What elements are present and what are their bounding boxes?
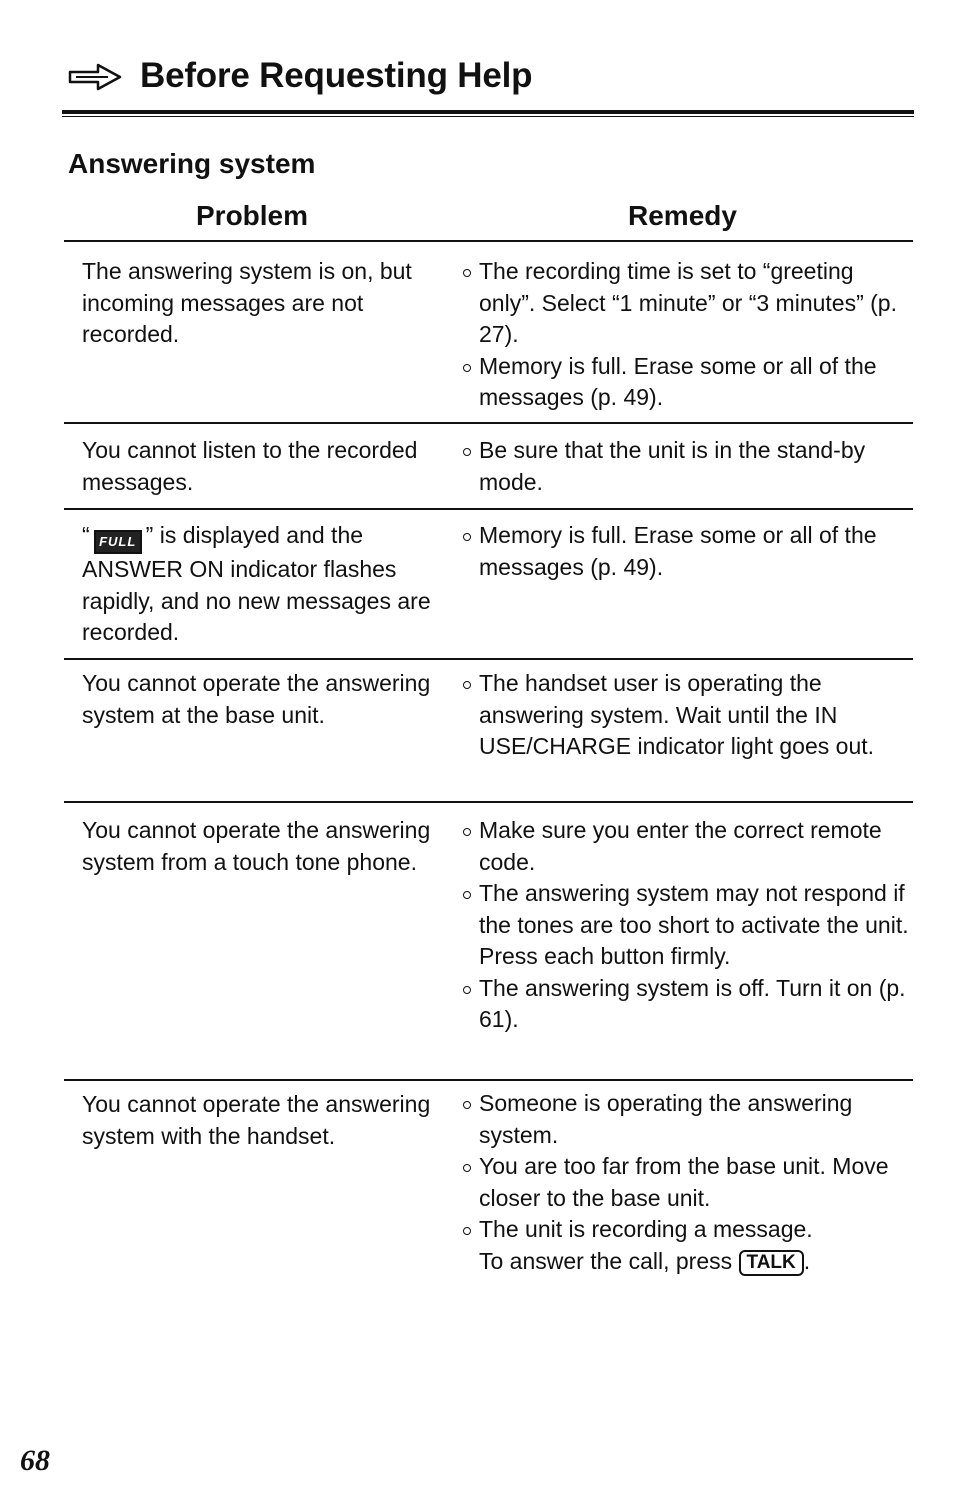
problem-text: You cannot operate the answering system at the base unit. bbox=[82, 670, 431, 728]
bullet-icon bbox=[463, 1101, 471, 1109]
remedy-item bbox=[462, 256, 912, 351]
talk-key: TALK bbox=[739, 1250, 804, 1276]
remedy-item bbox=[462, 1088, 912, 1151]
problem-text: You cannot operate the answering system from a touch tone phone. bbox=[82, 817, 431, 875]
pointing-arrow-icon bbox=[68, 62, 124, 92]
problem-text bbox=[82, 520, 432, 649]
remedy-item bbox=[462, 1214, 912, 1277]
page-number: 68 bbox=[20, 1444, 50, 1477]
remedy-text: Memory is full. Erase some or all of the messages (p. 49). bbox=[479, 352, 877, 410]
remedy-text: The recording time is set to “greeting only”. Select “1 minute” or “3 minutes” (p. 27). bbox=[479, 258, 897, 347]
row-divider bbox=[64, 1079, 913, 1081]
remedy-text: The unit is recording a message. bbox=[479, 1216, 813, 1242]
remedy-list bbox=[462, 520, 912, 583]
header-rule bbox=[62, 110, 914, 114]
problem-text: You cannot listen to the recorded messages. bbox=[82, 437, 418, 495]
bullet-icon bbox=[463, 269, 471, 277]
page-header bbox=[62, 52, 914, 118]
row-divider bbox=[64, 422, 913, 424]
remedy-list bbox=[462, 435, 912, 498]
bullet-icon bbox=[463, 891, 471, 899]
bullet-icon bbox=[463, 1227, 471, 1235]
problem-column-header: Problem bbox=[196, 200, 309, 231]
remedy-list bbox=[462, 1088, 912, 1277]
remedy-text: Make sure you enter the correct remote code. bbox=[479, 817, 882, 875]
remedy-item bbox=[462, 1151, 912, 1214]
page-title: Before Requesting Help bbox=[140, 56, 533, 95]
remedy-text: The answering system is off. Turn it on (p. 61). bbox=[479, 974, 906, 1032]
remedy-text: Someone is operating the answering system. bbox=[479, 1090, 853, 1148]
remedy-text: Memory is full. Erase some or all of the messages (p. 49). bbox=[479, 522, 877, 580]
remedy-text: Be sure that the unit is in the stand-by mode. bbox=[479, 437, 866, 495]
row-divider bbox=[64, 508, 913, 510]
section-title: Answering system bbox=[68, 148, 316, 179]
remedy-column-header: Remedy bbox=[628, 200, 737, 231]
remedy-text: The answering system may not respond if the tones are too short to activate the unit. Press each button firmly. bbox=[479, 880, 909, 969]
problem-text-body: ” is displayed and the ANSWER ON indicator flashes rapidly, and no new messages are recorded. bbox=[82, 522, 431, 645]
remedy-item bbox=[462, 878, 912, 973]
remedy-text-suffix: . bbox=[803, 1247, 811, 1274]
remedy-item bbox=[462, 520, 912, 583]
remedy-list bbox=[462, 815, 912, 1036]
bullet-icon bbox=[463, 986, 471, 994]
remedy-list bbox=[462, 256, 912, 414]
remedy-text: To answer the call, press bbox=[479, 1247, 733, 1274]
bullet-icon bbox=[463, 828, 471, 836]
remedy-item bbox=[462, 668, 912, 763]
bullet-icon bbox=[463, 448, 471, 456]
remedy-text: The handset user is operating the answering system. Wait until the IN USE/CHARGE indicator light goes out. bbox=[479, 670, 875, 759]
remedy-item bbox=[462, 815, 912, 878]
bullet-icon bbox=[463, 681, 471, 689]
remedy-text: You are too far from the base unit. Move closer to the base unit. bbox=[479, 1153, 889, 1211]
remedy-item bbox=[462, 351, 912, 414]
row-divider bbox=[64, 801, 913, 803]
header-divider bbox=[64, 240, 913, 242]
header-rule-thin bbox=[62, 116, 914, 117]
quote-open: “ bbox=[82, 522, 90, 548]
remedy-list bbox=[462, 668, 912, 763]
remedy-item bbox=[462, 435, 912, 498]
problem-text: The answering system is on, but incoming messages are not recorded. bbox=[82, 258, 412, 347]
remedy-item bbox=[462, 973, 912, 1036]
full-memory-icon: FULL bbox=[94, 530, 142, 554]
bullet-icon bbox=[463, 364, 471, 372]
problem-text: You cannot operate the answering system with the handset. bbox=[82, 1091, 431, 1149]
bullet-icon bbox=[463, 533, 471, 541]
bullet-icon bbox=[463, 1164, 471, 1172]
row-divider bbox=[64, 658, 913, 660]
